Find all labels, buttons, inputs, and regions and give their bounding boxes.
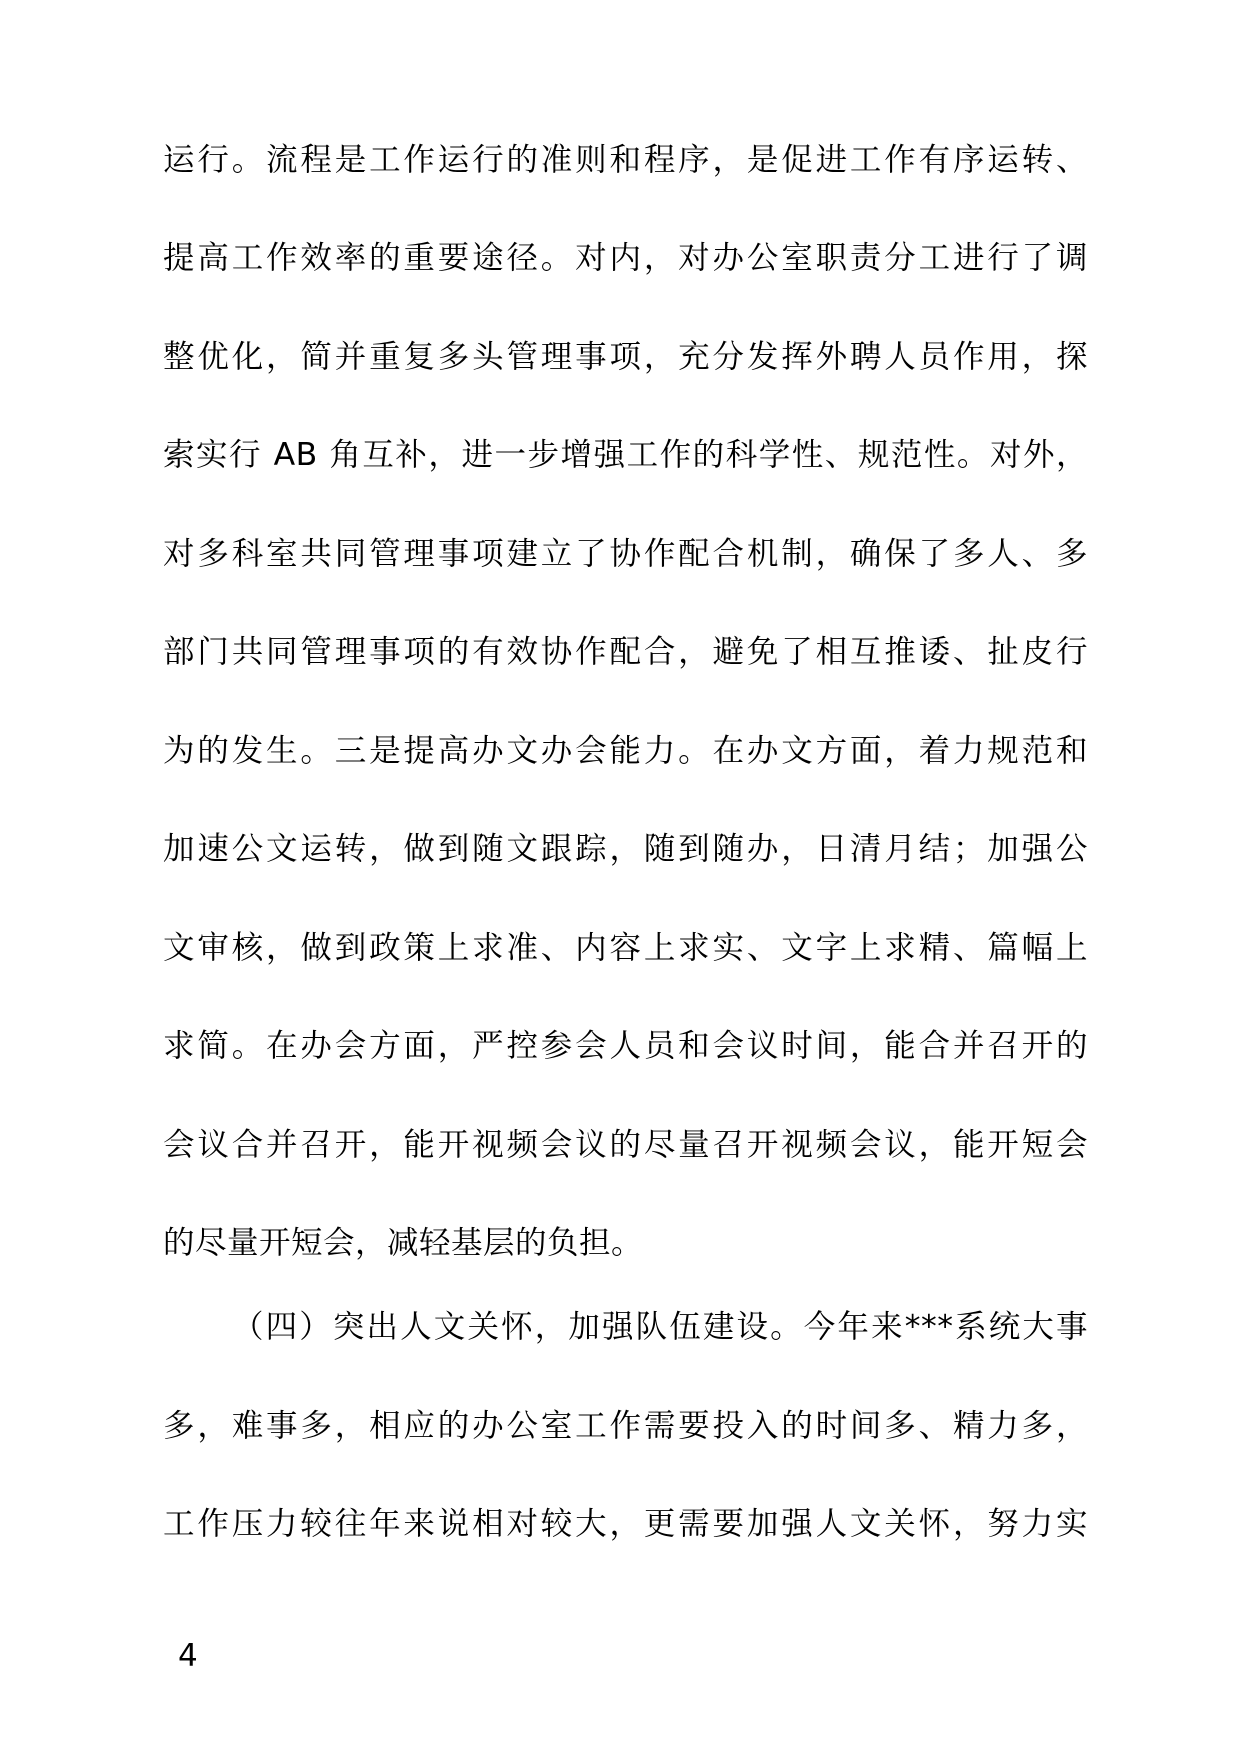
paragraph-line: 多，难事多，相应的办公室工作需要投入的时间多、精力多，	[163, 1408, 1088, 1444]
paragraph-line: 工作压力较往年来说相对较大，更需要加强人文关怀，努力实	[163, 1506, 1088, 1542]
paragraph-line: 的尽量开短会，减轻基层的负担。	[163, 1225, 644, 1261]
paragraph-line: 文审核，做到政策上求准、内容上求实、文字上求精、篇幅上	[163, 930, 1088, 966]
paragraph-line: 运行。流程是工作运行的准则和程序，是促进工作有序运转、	[163, 142, 1088, 178]
paragraph-line: 为的发生。三是提高办文办会能力。在办文方面，着力规范和	[163, 733, 1088, 769]
paragraph-line: 会议合并召开，能开视频会议的尽量召开视频会议，能开短会	[163, 1127, 1088, 1163]
paragraph-line: 部门共同管理事项的有效协作配合，避免了相互推诿、扯皮行	[163, 634, 1088, 670]
paragraph-line: 对多科室共同管理事项建立了协作配合机制，确保了多人、多	[163, 536, 1088, 572]
paragraph-line: 求简。在办会方面，严控参会人员和会议时间，能合并召开的	[163, 1028, 1088, 1064]
paragraph-line: 整优化，简并重复多头管理事项，充分发挥外聘人员作用，探	[163, 339, 1088, 375]
paragraph-line: 加速公文运转，做到随文跟踪，随到随办，日清月结；加强公	[163, 831, 1088, 867]
section-heading-line: （四）突出人文关怀，加强队伍建设。今年来***系统大事	[232, 1309, 1088, 1345]
page-number: 4	[178, 1638, 198, 1674]
paragraph-line: 提高工作效率的重要途径。对内，对办公室职责分工进行了调	[163, 240, 1088, 276]
paragraph-line: 索实行 AB 角互补，进一步增强工作的科学性、规范性。对外，	[163, 437, 1088, 473]
